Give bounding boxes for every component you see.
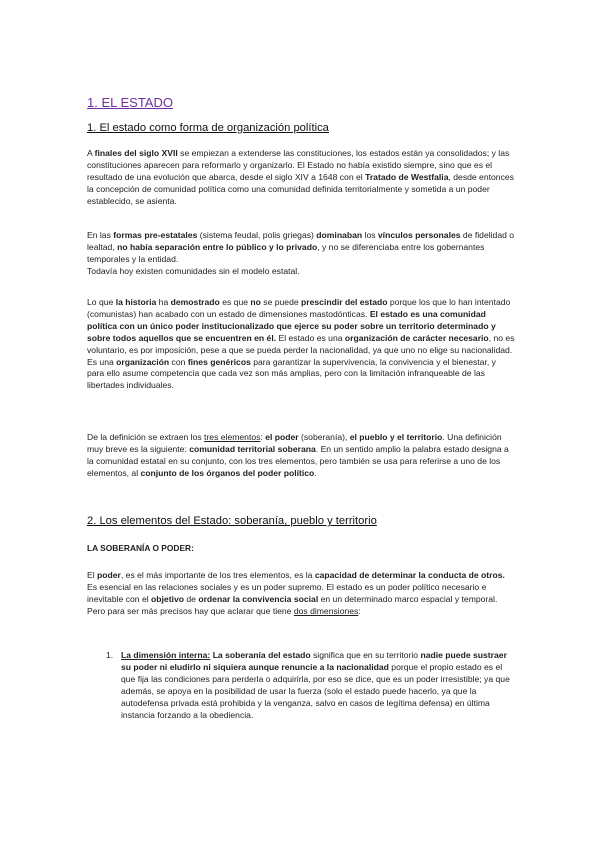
section-2-subheading: LA SOBERANÍA O PODER: (87, 543, 194, 553)
page-title: 1. EL ESTADO (87, 95, 173, 110)
section-2-heading: 2. Los elementos del Estado: soberanía, pueblo y territorio (87, 515, 377, 527)
section-2-paragraph-1: El poder, es el más importante de los tres elementos, es la capacidad de determinar la conducta de otros. Es esencial en las relaciones sociales y es un poder supremo. El estado es un poder político necesario e inevitable con el objetivo de ordenar la convivencia social en un determinado marco espacial y temporal. Pero para ser más precisos hay que aclarar que tiene dos dimensiones: (87, 570, 505, 616)
section-1-paragraph-2: En las formas pre-estatales (sistema feudal, polis griegas) dominaban los vínculos personales de fidelidad o lealtad, no había separación entre lo público y lo privado, y no se diferenciaba entre los gobernantes temporales y la entidad. Todavía hoy existen comunidades sin el modelo estatal. (87, 230, 515, 276)
list-item-number: 1. (106, 650, 114, 660)
section-1-paragraph-4: De la definición se extraen los tres elementos: el poder (soberanía), el pueblo y el territorio. Una definición muy breve es la siguiente: comunidad territorial soberana. En un sentido amplio la palabra estado designa a la comunidad estatal en su conjunto, con los tres elementos, pero también se usa para referirse a uno de los elementos, al conjunto de los órganos del poder político. (87, 432, 509, 478)
section-1-paragraph-3: Lo que la historia ha demostrado es que no se puede prescindir del estado porque los que lo han intentado (comunistas) han acabado con un estado de dimensiones mastodónticas. El estado es una comunidad política con un único poder institucionalizado que ejerce su poder sobre un territorio determinado y sobre todos aquellos que se encuentren en él. El estado es una organización de carácter necesario, no es voluntario, es por imposición, pese a que se pueda perder la nacionalidad, ya que uno no elige su nacionalidad. Es una organización con fines genéricos para garantizar la supervivencia, la convivencia y el bienestar, y para ello asume competencia que cada vez son más amplias, pero con la limitación infranqueable de las libertades individuales. (87, 297, 515, 391)
section-1-heading: 1. El estado como forma de organización política (87, 122, 329, 134)
section-1-paragraph-1: A finales del siglo XVII se empiezan a extenderse las constituciones, los estados están ya consolidados; y las constituciones aparecen para reformarlo y organizarlo. El Estado no había existido siempre, sino que es el resultado de una evolución que abarca, desde el siglo XIV a 1648 con el Tratado de Westfalia, desde entonces la concepción de comunidad política como una comunidad definida territorialmente y sometida a un poder establecido, se asienta. (87, 148, 514, 206)
list-item-internal-dimension: La dimensión interna: La soberanía del estado significa que en su territorio nadie puede sustraer su poder ni eludirlo ni siquiera aunque renuncie a la nacionalidad porque el propio estado es el que fija las condiciones para perderla o adquirirla, por eso se dice, que es un poder irresistible; ya que además, se apoya en la posibilidad de usar la fuerza (solo el estado puede hacerlo, ya que la autodefensa privada está prohibida y la venganza, salvo en casos de legítima defensa) en última instancia forzando a la obediencia. (121, 650, 510, 720)
